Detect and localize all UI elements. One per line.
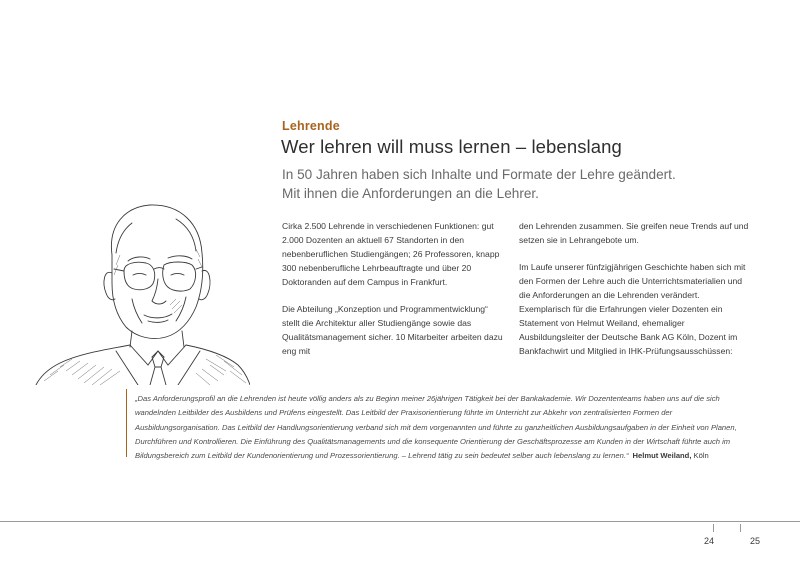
- page-divider-tick: [740, 524, 741, 532]
- page-divider-tick: [713, 524, 714, 532]
- body-column-right: [519, 219, 751, 371]
- body-column-left: [282, 219, 507, 371]
- pull-quote: [135, 392, 747, 463]
- paragraph: Die Abteilung „Konzeption und Programmentwicklung“ stellt die Architektur aller Studiengänge sowie das Qualitätsmanagement sicher. 10 Mitarbeiter arbeiten dazu eng mit: [282, 304, 503, 356]
- page-headline: Wer lehren will muss lernen – lebenslang: [281, 136, 622, 157]
- quote-author-city: Köln: [691, 451, 709, 461]
- page-number-right: 25: [750, 536, 761, 546]
- quote-text: „Das Anforderungsprofil an die Lehrenden ist heute völlig anders als zu Beginn meiner 26jährigen Tätigkeit bei der Bankakademie. Wir Dozententeams haben uns auf die sich wandelnden Leitbilder des Ausbildens und Prüfens eingestellt. Das Leitbild der Praxisorientierung führte im Unterricht zur Abkehr von zentralisierten Formen der Ausbildungsorganisation. Das Leitbild der Handlungsorientierung verband sich mit dem vorgenannten und führte zu ganzheitlichen Ausbildungsaufgaben in der Einheit von Planen, Durchführen und Kontrollieren. Die Einführung des Qualitätsmanagements und die konsequente Orientierung der Geschäftsprozesse am Kunden in der Wirtschaft führte auch im Bildungsbereich zum Leitbild der Kundenorientierung und Prozessorientierung. – Lehrend tätig zu sein bedeutet selber auch lebenslang zu lernen.“: [135, 394, 737, 461]
- quote-author: Helmut Weiland,: [632, 451, 692, 461]
- subheadline: [282, 166, 702, 203]
- page-number-left: 24: [704, 536, 715, 546]
- footer-rule: [0, 521, 800, 522]
- portrait-illustration: [20, 195, 250, 385]
- paragraph: Cirka 2.500 Lehrende in verschiedenen Funktionen: gut 2.000 Dozenten an aktuell 67 Standorten in den nebenberuflichen Studiengängen; 26 Professoren, knapp 300 nebenberufliche Lehrbeauftragte und über 20 Doktoranden auf dem Campus in Frankfurt.: [282, 221, 500, 287]
- paragraph: Im Laufe unserer fünfzigjährigen Geschichte haben sich mit den Formen der Lehre auch die Unterrichtsmaterialien und die Anforderungen an die Lehrenden verändert. Exemplarisch für die Erfahrungen vieler Dozenten ein Statement von Helmut Weiland, ehemaliger Ausbildungsleiter der Deutsche Bank AG Köln, Dozent im Bankfachwirt und Mitglied in IHK-Prüfungsausschüssen:: [519, 262, 746, 356]
- subheadline-line-1: In 50 Jahren haben sich Inhalte und Formate der Lehre geändert.: [282, 167, 676, 182]
- paragraph: den Lehrenden zusammen. Sie greifen neue Trends auf und setzen sie in Lehrangebote um.: [519, 221, 749, 245]
- subheadline-line-2: Mit ihnen die Anforderungen an die Lehrer.: [282, 185, 539, 201]
- section-label: Lehrende: [282, 119, 340, 133]
